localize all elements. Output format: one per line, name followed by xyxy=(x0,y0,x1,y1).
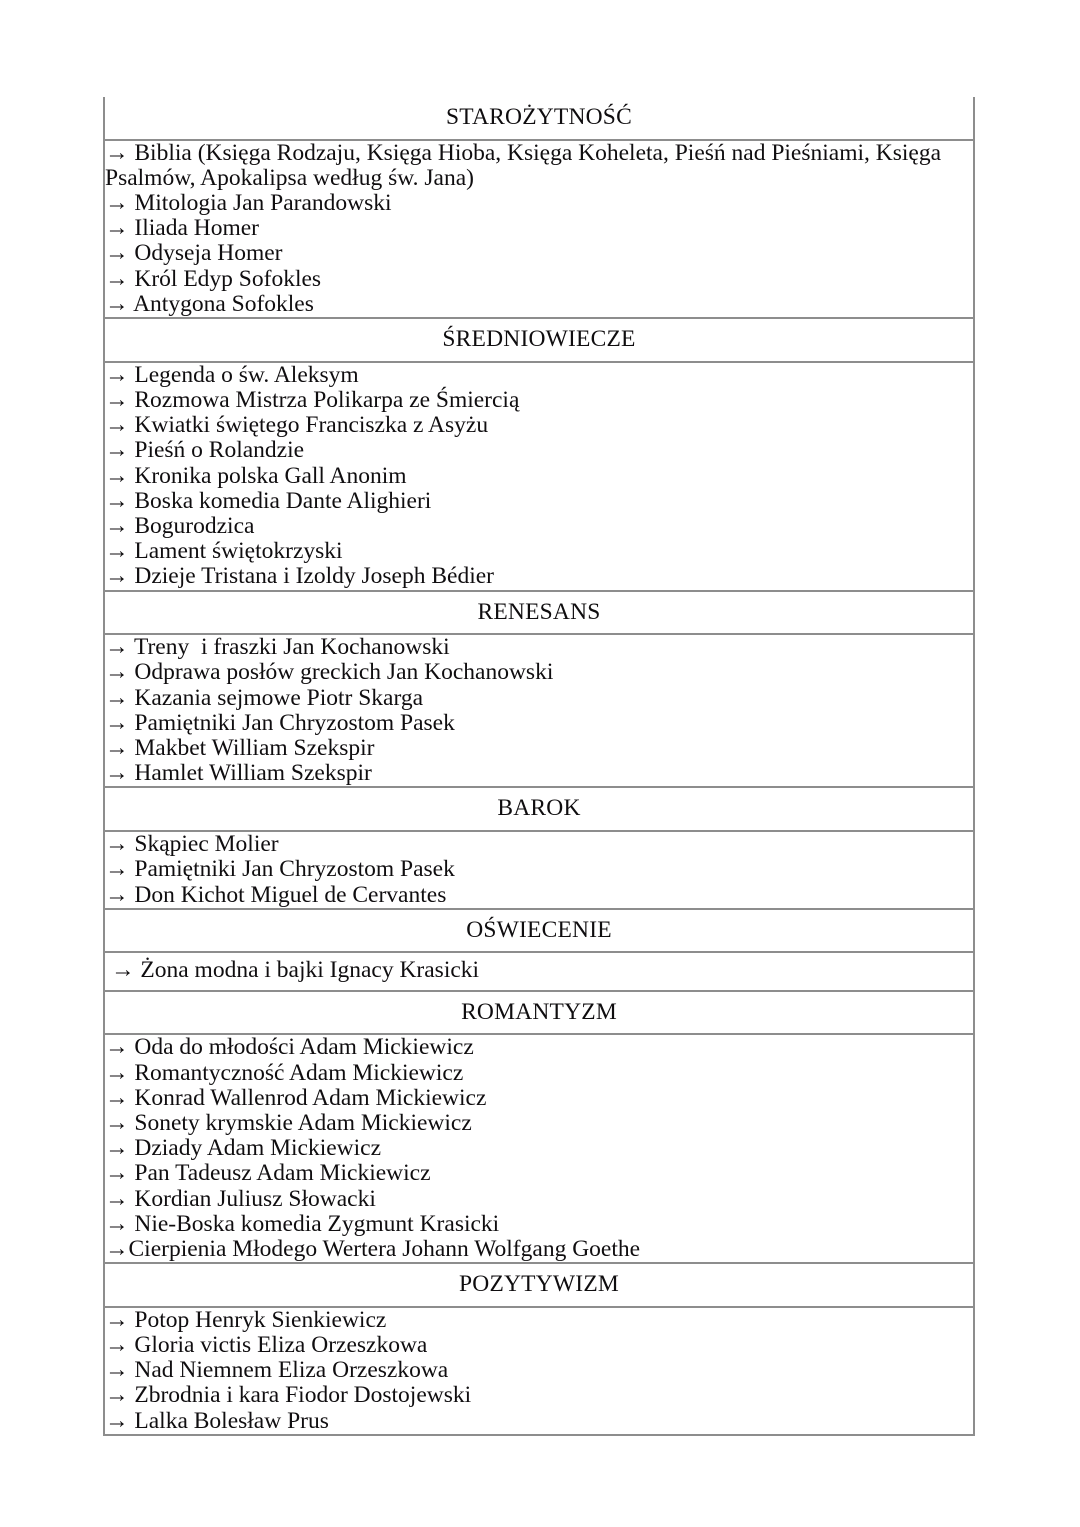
list-item: → Legenda o św. Aleksym xyxy=(105,361,359,388)
epoch-title: RENESANS xyxy=(477,598,601,625)
works-cell-romantyzm xyxy=(104,1034,974,1263)
list-item: → Skąpiec Molier xyxy=(105,831,279,858)
epoch-title: BAROK xyxy=(497,795,581,822)
epoch-works-row xyxy=(104,1307,974,1435)
list-item: → Pamiętniki Jan Chryzostom Pasek xyxy=(105,709,455,736)
list-item: → Treny i fraszki Jan Kochanowski xyxy=(105,634,450,661)
list-item: → Pieśń o Rolandzie xyxy=(105,437,305,464)
list-item: → Mitologia Jan Parandowski xyxy=(105,190,392,217)
list-item: → Nad Niemnem Eliza Orzeszkowa xyxy=(105,1357,449,1384)
list-item: → Kordian Juliusz Słowacki xyxy=(105,1185,376,1212)
list-item: → Kazania sejmowe Piotr Skarga xyxy=(105,684,424,711)
list-item: → Konrad Wallenrod Adam Mickiewicz xyxy=(105,1084,487,1111)
list-item: → Pamiętniki Jan Chryzostom Pasek xyxy=(105,856,455,883)
list-item: → Gloria victis Eliza Orzeszkowa xyxy=(105,1332,428,1359)
epoch-header-cell-renesans xyxy=(104,591,974,635)
epoch-header-cell-starozytnosc xyxy=(104,97,974,140)
list-item: → Lament świętokrzyski xyxy=(105,538,343,565)
list-item: → Hamlet William Szekspir xyxy=(105,760,372,787)
list-item: → Nie-Boska komedia Zygmunt Krasicki xyxy=(105,1210,500,1237)
epoch-header-row xyxy=(104,97,974,140)
epoch-works-row xyxy=(104,1034,974,1263)
works-list xyxy=(105,1035,973,1262)
list-item: → Odyseja Homer xyxy=(105,240,283,267)
epoch-header-cell-pozytywizm xyxy=(104,1263,974,1307)
list-item: → Potop Henryk Sienkiewicz xyxy=(105,1306,387,1333)
list-item: → Oda do młodości Adam Mickiewicz xyxy=(105,1034,474,1061)
list-item: → Bogurodzica xyxy=(105,512,255,539)
epoch-header-cell-romantyzm xyxy=(104,991,974,1035)
epoch-works-row xyxy=(104,952,974,990)
list-item: → Romantyczność Adam Mickiewicz xyxy=(105,1059,464,1086)
list-item: → Dziady Adam Mickiewicz xyxy=(105,1135,382,1162)
epoch-header-row xyxy=(104,787,974,831)
epoch-works-row xyxy=(104,831,974,909)
list-item: → Rozmowa Mistrza Polikarpa ze Śmiercią xyxy=(105,386,520,413)
epoch-works-row xyxy=(104,140,974,318)
list-item: → Lalka Bolesław Prus xyxy=(105,1407,329,1434)
epoch-header-row xyxy=(104,318,974,362)
list-item: → Kronika polska Gall Anonim xyxy=(105,462,407,489)
works-list xyxy=(105,141,973,317)
epoch-title: ŚREDNIOWIECZE xyxy=(442,326,636,353)
list-item: → Zbrodnia i kara Fiodor Dostojewski xyxy=(105,1382,472,1409)
list-item: → Król Edyp Sofokles xyxy=(105,265,322,292)
list-item: → Pan Tadeusz Adam Mickiewicz xyxy=(105,1160,431,1187)
works-list xyxy=(105,1308,973,1434)
epoch-title: OŚWIECENIE xyxy=(466,916,612,943)
works-list xyxy=(105,832,973,908)
works-cell-starozytnosc xyxy=(104,140,974,318)
list-item: → Boska komedia Dante Alighieri xyxy=(105,487,432,514)
epoch-header-row xyxy=(104,991,974,1035)
list-item: → Sonety krymskie Adam Mickiewicz xyxy=(105,1109,472,1136)
works-list xyxy=(105,363,973,590)
epoch-title: ROMANTYZM xyxy=(461,998,617,1025)
works-list xyxy=(105,635,973,786)
epoch-works-row xyxy=(104,634,974,787)
works-cell-pozytywizm xyxy=(104,1307,974,1435)
literary-epochs-table xyxy=(103,97,975,1436)
works-cell-sredniowiecze xyxy=(104,362,974,591)
epoch-header-cell-sredniowiecze xyxy=(104,318,974,362)
list-item: → Iliada Homer xyxy=(105,215,260,242)
works-cell-barok xyxy=(104,831,974,909)
list-item: → Kwiatki świętego Franciszka z Asyżu xyxy=(105,412,489,439)
list-item: →Cierpienia Młodego Wertera Johann Wolfgang Goethe xyxy=(105,1235,641,1262)
table-body xyxy=(104,97,974,1435)
list-item: → Antygona Sofokles xyxy=(105,290,314,317)
epoch-title: POZYTYWIZM xyxy=(459,1271,619,1298)
epoch-header-row xyxy=(104,591,974,635)
epoch-works-row xyxy=(104,362,974,591)
epoch-header-row xyxy=(104,909,974,953)
epoch-header-cell-oswiecenie xyxy=(104,909,974,953)
epoch-title: STAROŻYTNOŚĆ xyxy=(446,104,632,130)
works-list xyxy=(111,958,963,983)
epoch-header-row xyxy=(104,1263,974,1307)
list-item: → Biblia (Księga Rodzaju, Księga Hioba, Księga Koheleta, Pieśń nad Pieśniami, Księga Psalmów, Apokalipsa według św. Jana) xyxy=(105,139,947,191)
list-item: → Odprawa posłów greckich Jan Kochanowski xyxy=(105,659,554,686)
list-item: → Don Kichot Miguel de Cervantes xyxy=(105,881,447,908)
list-item: → Żona modna i bajki Ignacy Krasicki xyxy=(111,957,480,984)
works-cell-oswiecenie xyxy=(104,952,974,990)
works-cell-renesans xyxy=(104,634,974,787)
list-item: → Makbet William Szekspir xyxy=(105,735,375,762)
list-item: → Dzieje Tristana i Izoldy Joseph Bédier xyxy=(105,563,494,590)
epoch-header-cell-barok xyxy=(104,787,974,831)
